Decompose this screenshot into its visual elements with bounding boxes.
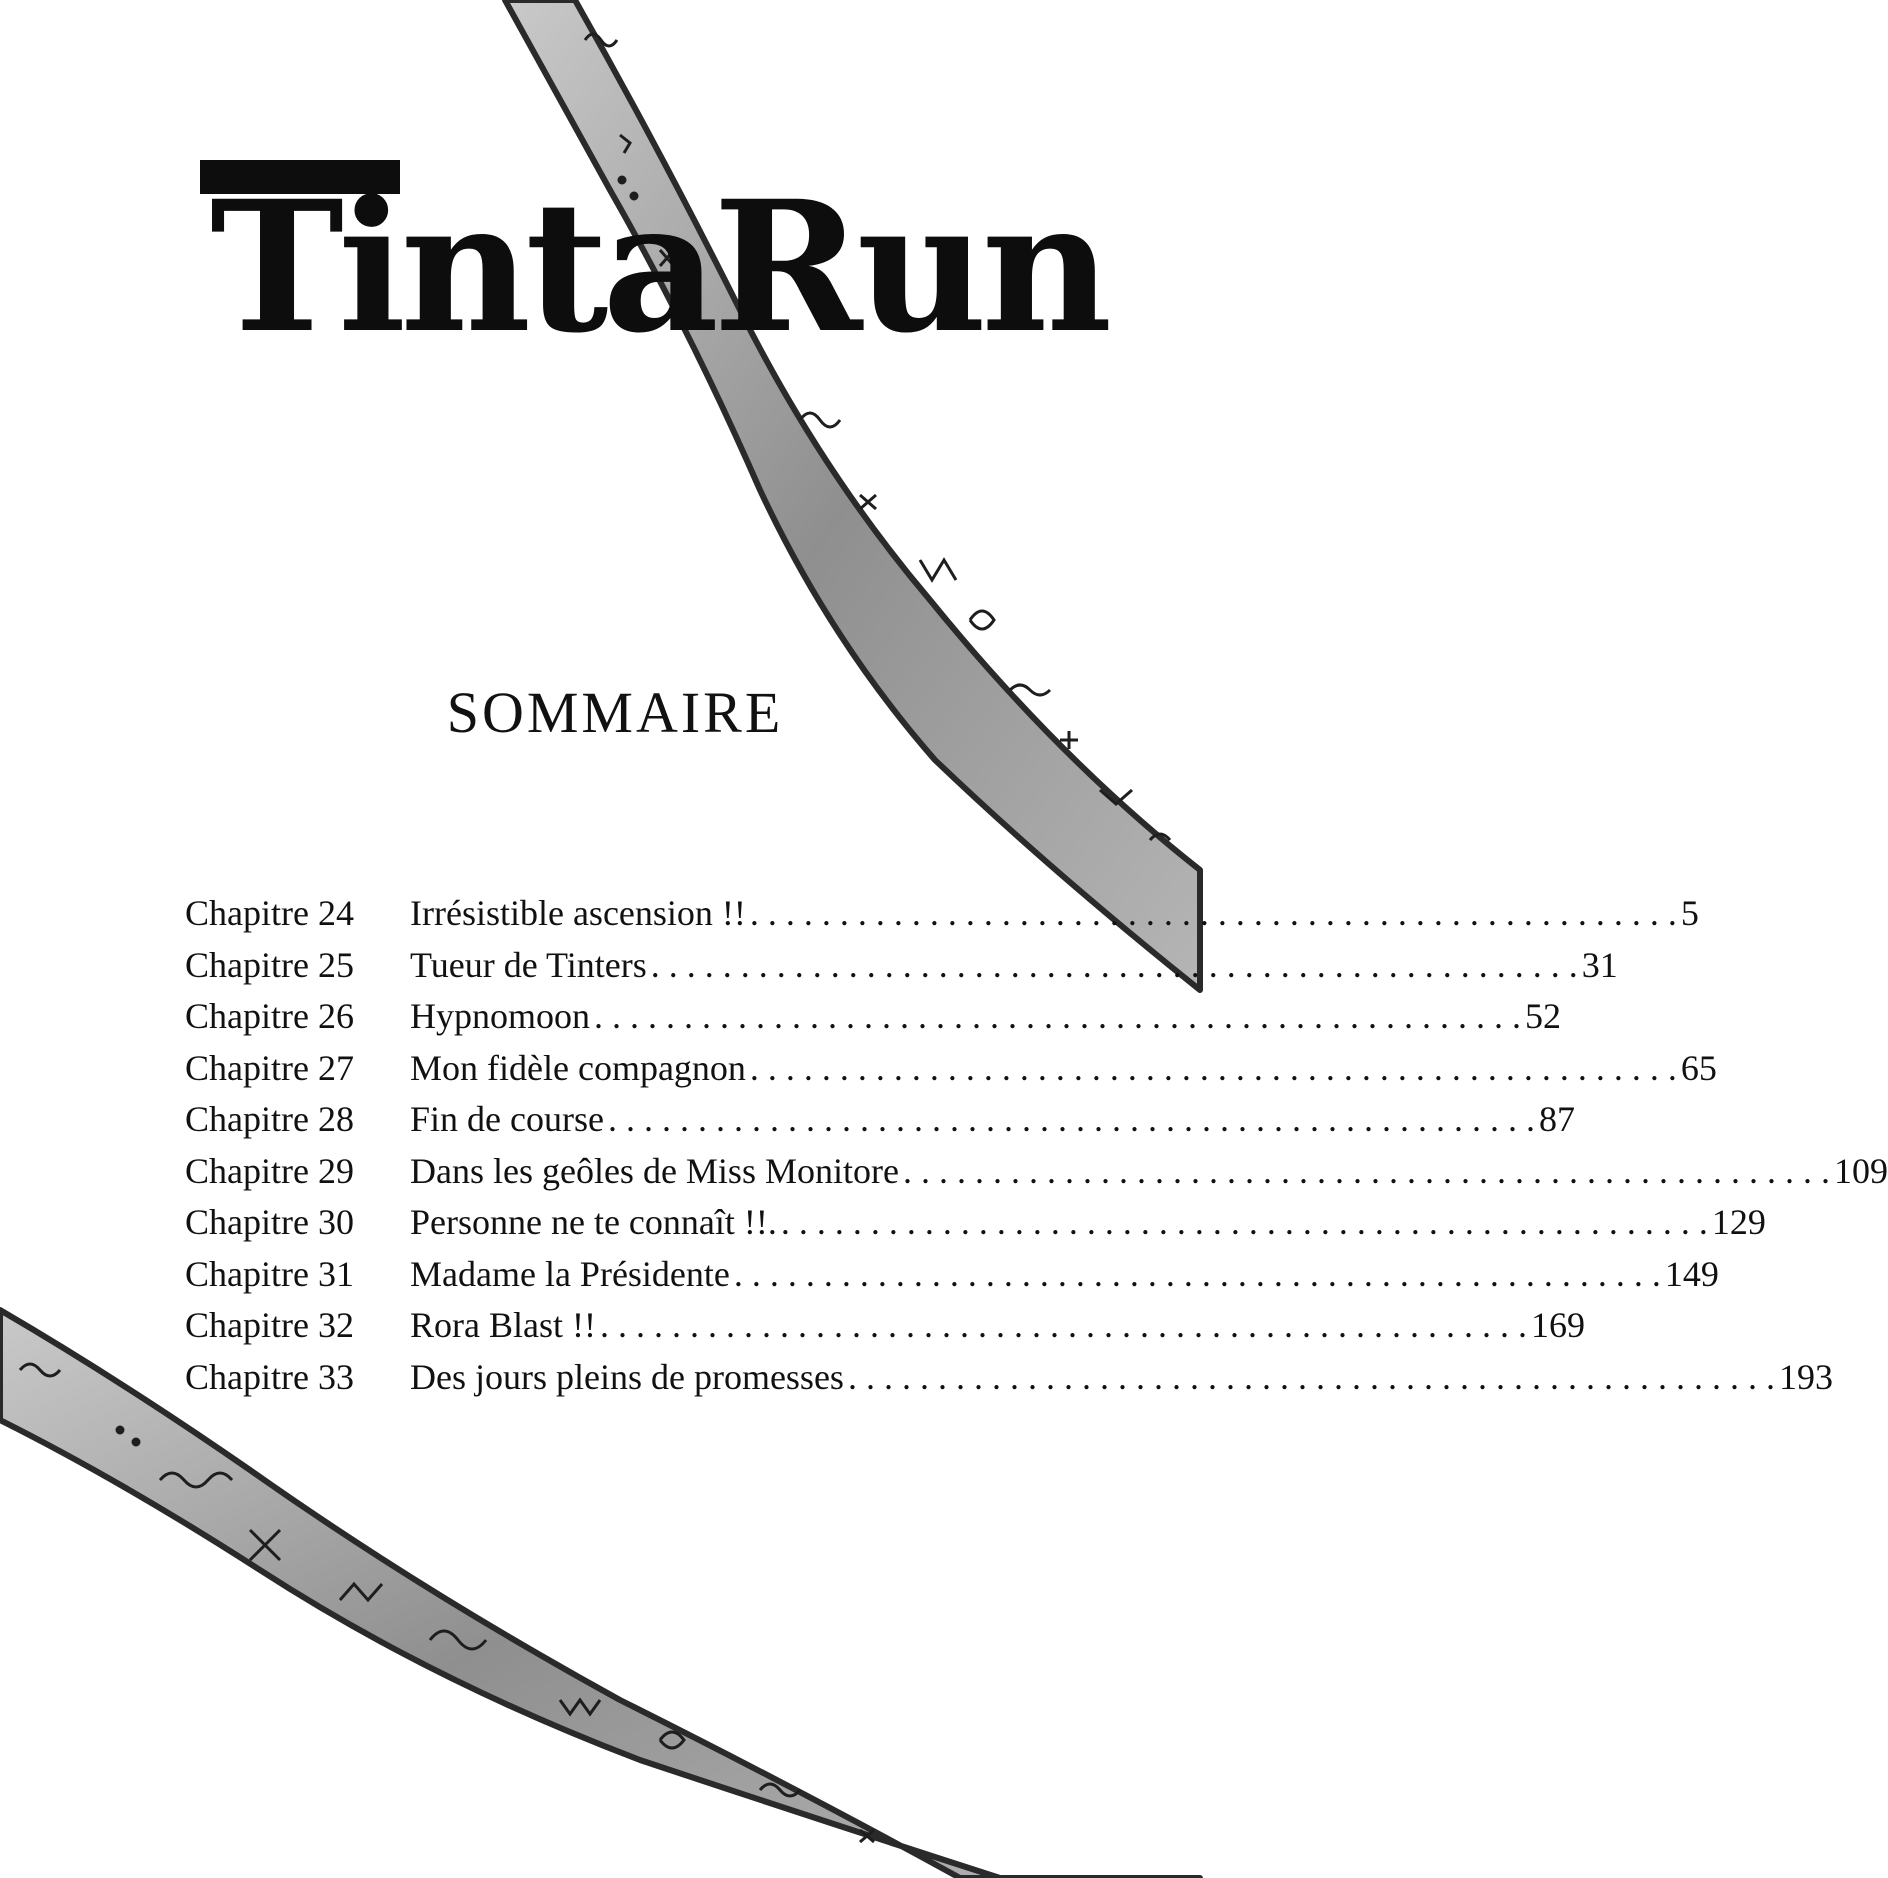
toc-page-number: 87	[1538, 1099, 1575, 1139]
toc-chapter-title: Mon fidèle compagnon	[410, 1047, 746, 1088]
toc-leader-dots	[848, 1356, 1775, 1398]
toc-chapter-label: Chapitre 28	[185, 1099, 354, 1139]
toc-chapter-title: Hypnomoon	[410, 996, 590, 1036]
toc-leader-dots	[750, 1047, 1677, 1089]
toc-chapter-label: Chapitre 31	[185, 1253, 354, 1294]
toc-entry	[185, 892, 1699, 944]
toc-chapter-title: Dans les geôles de Miss Monitore	[410, 1150, 899, 1191]
toc-entry	[185, 1201, 1766, 1253]
toc-page-number: 109	[1833, 1150, 1888, 1191]
toc-chapter-label: Chapitre 29	[185, 1150, 354, 1191]
toc-chapter-title: Irrésistible ascension !!	[410, 893, 746, 933]
toc-chapter-label: Chapitre 30	[185, 1202, 354, 1242]
toc-page-number: 193	[1778, 1356, 1833, 1397]
toc-chapter-label: Chapitre 32	[185, 1305, 354, 1345]
toc-page-number: 65	[1680, 1047, 1717, 1088]
toc-chapter-label: Chapitre 25	[185, 944, 354, 985]
toc-chapter-title: Rora Blast !!	[410, 1305, 596, 1345]
toc-chapter-title: Des jours pleins de promesses	[410, 1356, 844, 1397]
page-title: SOMMAIRE	[446, 679, 784, 745]
toc-entry	[185, 1304, 1585, 1356]
tintarun-logo	[200, 150, 1107, 380]
toc-chapter-title: Tueur de Tinters	[410, 944, 647, 985]
toc-leader-dots	[903, 1150, 1830, 1192]
toc-entry	[185, 1150, 1888, 1202]
toc-entry	[185, 1356, 1833, 1408]
toc-leader-dots	[750, 892, 1677, 934]
toc-entry	[185, 1253, 1719, 1305]
toc-page-number: 169	[1530, 1305, 1585, 1345]
upper-staff-shape	[505, 0, 1200, 990]
toc-leader-dots	[781, 1201, 1708, 1243]
toc-page-number: 52	[1525, 996, 1561, 1036]
toc-entry	[185, 1047, 1717, 1099]
toc-chapter-label: Chapitre 33	[185, 1356, 354, 1397]
toc-entry	[185, 944, 1618, 996]
toc-entry	[185, 1098, 1575, 1150]
toc-chapter-title: Personne ne te connaît !!.	[410, 1202, 777, 1242]
toc-page-number: 5	[1680, 893, 1699, 933]
toc-page-number: 129	[1711, 1202, 1766, 1242]
toc-chapter-title: Madame la Présidente	[410, 1253, 730, 1294]
toc-leader-dots	[594, 995, 1521, 1037]
toc-leader-dots	[651, 944, 1578, 986]
toc-list	[185, 892, 1888, 1407]
toc-leader-dots	[734, 1253, 1661, 1295]
toc-chapter-label: Chapitre 27	[185, 1047, 354, 1088]
toc-chapter-label: Chapitre 24	[185, 893, 354, 933]
toc-chapter-label: Chapitre 26	[185, 996, 354, 1036]
toc-page-number: 31	[1581, 944, 1618, 985]
toc-page-number: 149	[1664, 1253, 1719, 1294]
toc-leader-dots	[608, 1098, 1535, 1140]
toc-leader-dots	[600, 1304, 1527, 1346]
toc-entry	[185, 995, 1561, 1047]
toc-chapter-title: Fin de course	[410, 1099, 604, 1139]
logo-text: TintaRun	[210, 162, 1107, 373]
